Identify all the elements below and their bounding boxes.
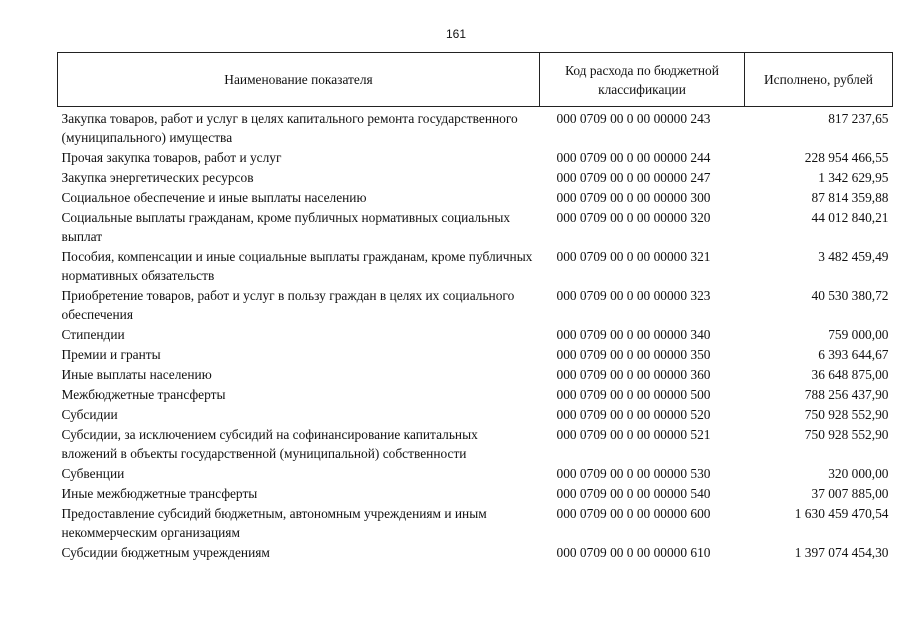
indicator-name-cell: Социальные выплаты гражданам, кроме публичных нормативных социальных выплат xyxy=(61,210,511,244)
executed-amount-cell: 1 397 074 454,30 xyxy=(794,545,889,560)
indicator-name-cell: Закупка энергетических ресурсов xyxy=(61,170,254,185)
budget-code-cell: 000 0709 00 0 00 00000 300 xyxy=(556,190,711,205)
budget-code-cell: 000 0709 00 0 00 00000 323 xyxy=(556,288,711,303)
budget-code-cell: 000 0709 00 0 00 00000 520 xyxy=(556,407,711,422)
table-row xyxy=(58,464,893,484)
indicator-name-cell: Субсидии xyxy=(61,407,118,422)
indicator-name-cell: Субсидии бюджетным учреждениям xyxy=(61,545,270,560)
indicator-name-cell: Прочая закупка товаров, работ и услуг xyxy=(61,150,282,165)
executed-amount-cell: 788 256 437,90 xyxy=(804,387,889,402)
table-row xyxy=(58,365,893,385)
indicator-name-cell: Субвенции xyxy=(61,466,125,481)
table-row xyxy=(58,504,893,543)
budget-code-cell: 000 0709 00 0 00 00000 521 xyxy=(556,427,711,442)
table-row xyxy=(58,484,893,504)
indicator-name-cell: Закупка товаров, работ и услуг в целях капитального ремонта государственного (муниципального) имущества xyxy=(61,111,518,145)
indicator-name-cell: Пособия, компенсации и иные социальные выплаты гражданам, кроме публичных нормативных обязательств xyxy=(61,249,533,283)
indicator-name-cell: Субсидии, за исключением субсидий на софинансирование капитальных вложений в объекты государственной (муниципальной) собственности xyxy=(61,427,478,461)
executed-amount-cell: 750 928 552,90 xyxy=(804,427,889,442)
budget-code-cell: 000 0709 00 0 00 00000 320 xyxy=(556,210,711,225)
indicator-name-cell: Премии и гранты xyxy=(61,347,161,362)
table-row xyxy=(58,325,893,345)
executed-amount-cell: 44 012 840,21 xyxy=(811,210,889,225)
executed-amount-cell: 817 237,65 xyxy=(828,111,889,126)
executed-amount-cell: 37 007 885,00 xyxy=(811,486,889,501)
table-row xyxy=(58,247,893,286)
table-row xyxy=(58,208,893,247)
table-row xyxy=(58,188,893,208)
budget-code-cell: 000 0709 00 0 00 00000 244 xyxy=(556,150,711,165)
budget-code-cell: 000 0709 00 0 00 00000 610 xyxy=(556,545,711,560)
header-executed-amount: Исполнено, рублей xyxy=(745,53,893,107)
table-row xyxy=(58,543,893,563)
executed-amount-cell: 87 814 359,88 xyxy=(811,190,889,205)
indicator-name-cell: Приобретение товаров, работ и услуг в пользу граждан в целях их социального обеспечения xyxy=(61,288,515,322)
table-body xyxy=(58,107,893,564)
table-row xyxy=(58,286,893,325)
table-row xyxy=(58,345,893,365)
table-header-row xyxy=(58,53,893,107)
budget-code-cell: 000 0709 00 0 00 00000 540 xyxy=(556,486,711,501)
budget-code-cell: 000 0709 00 0 00 00000 321 xyxy=(556,249,711,264)
executed-amount-cell: 750 928 552,90 xyxy=(804,407,889,422)
table-row xyxy=(58,168,893,188)
table-row xyxy=(58,107,893,149)
header-indicator-name: Наименование показателя xyxy=(58,53,540,107)
table-row xyxy=(58,148,893,168)
indicator-name-cell: Межбюджетные трансферты xyxy=(61,387,226,402)
executed-amount-cell: 6 393 644,67 xyxy=(818,347,889,362)
indicator-name-cell: Стипендии xyxy=(61,327,125,342)
budget-code-cell: 000 0709 00 0 00 00000 600 xyxy=(556,506,711,521)
indicator-name-cell: Иные выплаты населению xyxy=(61,367,212,382)
budget-code-cell: 000 0709 00 0 00 00000 530 xyxy=(556,466,711,481)
executed-amount-cell: 759 000,00 xyxy=(828,327,889,342)
table-row xyxy=(58,405,893,425)
budget-code-cell: 000 0709 00 0 00 00000 340 xyxy=(556,327,711,342)
executed-amount-cell: 36 648 875,00 xyxy=(811,367,889,382)
header-budget-code: Код расхода по бюджетной классификации xyxy=(540,53,745,107)
page-number: 161 xyxy=(445,27,467,41)
executed-amount-cell: 228 954 466,55 xyxy=(804,150,889,165)
table-row xyxy=(58,385,893,405)
indicator-name-cell: Предоставление субсидий бюджетным, автономным учреждениям и иным некоммерческим организациям xyxy=(61,506,487,540)
budget-code-cell: 000 0709 00 0 00 00000 350 xyxy=(556,347,711,362)
executed-amount-cell: 3 482 459,49 xyxy=(818,249,889,264)
executed-amount-cell: 40 530 380,72 xyxy=(811,288,889,303)
budget-code-cell: 000 0709 00 0 00 00000 500 xyxy=(556,387,711,402)
budget-execution-table xyxy=(57,52,893,563)
budget-code-cell: 000 0709 00 0 00 00000 243 xyxy=(556,111,711,126)
budget-code-cell: 000 0709 00 0 00 00000 247 xyxy=(556,170,711,185)
executed-amount-cell: 320 000,00 xyxy=(828,466,889,481)
executed-amount-cell: 1 630 459 470,54 xyxy=(794,506,889,521)
budget-code-cell: 000 0709 00 0 00 00000 360 xyxy=(556,367,711,382)
indicator-name-cell: Иные межбюджетные трансферты xyxy=(61,486,258,501)
executed-amount-cell: 1 342 629,95 xyxy=(818,170,889,185)
indicator-name-cell: Социальное обеспечение и иные выплаты населению xyxy=(61,190,367,205)
table-row xyxy=(58,425,893,464)
